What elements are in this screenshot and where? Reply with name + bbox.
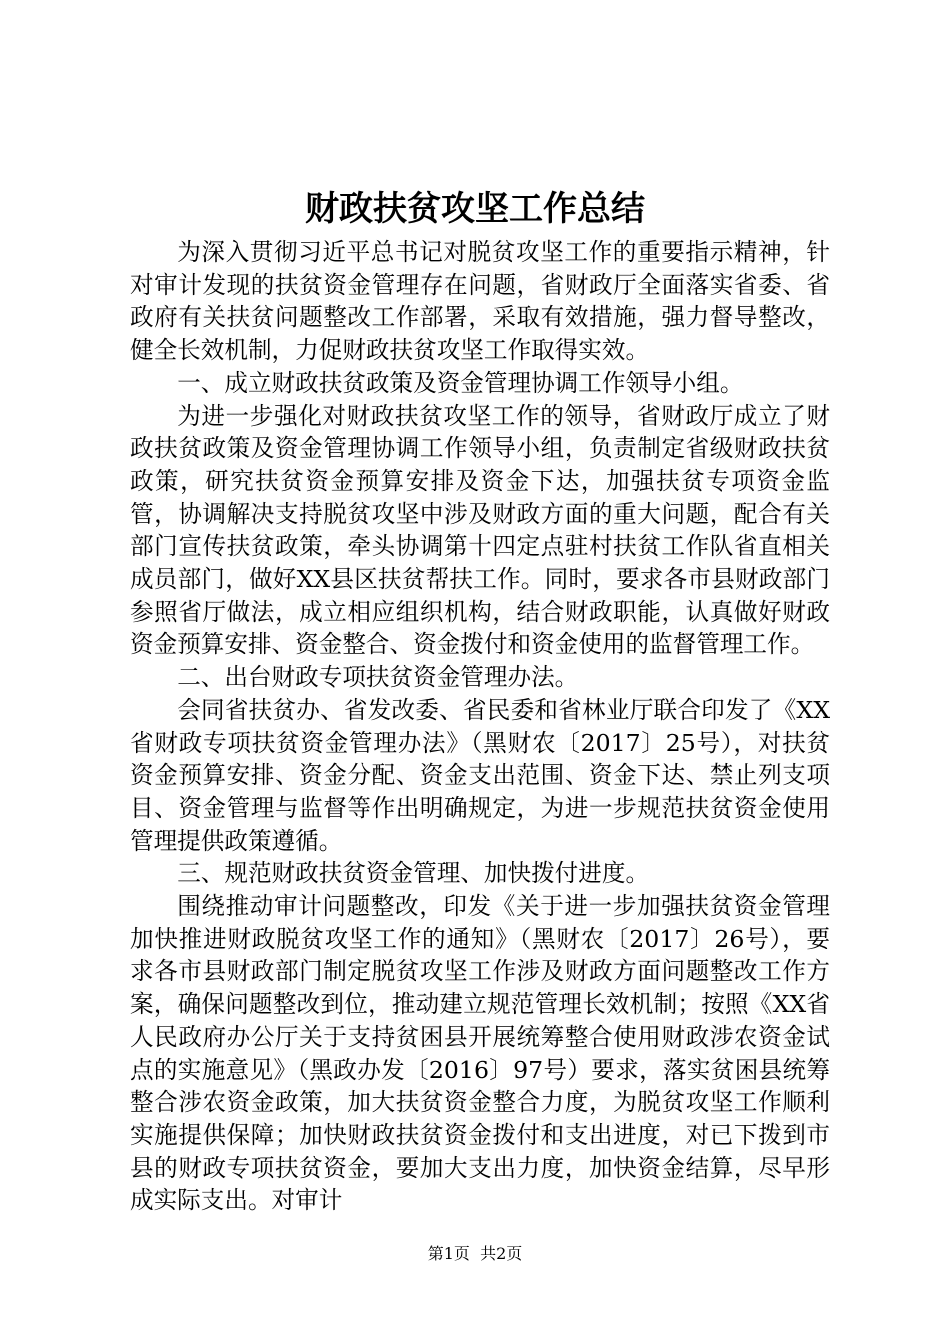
paragraph-intro: 为深入贯彻习近平总书记对脱贫攻坚工作的重要指示精神，针对审计发现的扶贫资金管理存在问题，省财政厅全面落实省委、省政府有关扶贫问题整改工作部署，采取有效措施，强力督导整改，健全长效机制，力促财政扶贫攻坚工作取得实效。 [130,238,830,365]
section-heading-1: 一、成立财政扶贫政策及资金管理协调工作领导小组。 [177,368,744,397]
paragraph-section-2: 会同省扶贫办、省发改委、省民委和省林业厅联合印发了《XX省财政专项扶贫资金管理办法》（黑财农〔2017〕25号），对扶贫资金预算安排、资金分配、资金支出范围、资金下达、禁止列支项目、资金管理与监督等作出明确规定，为进一步规范扶贫资金使用管理提供政策遵循。 [130,695,830,855]
section-heading-3: 三、规范财政扶贫资金管理、加快拨付进度。 [177,859,650,888]
page-number: 第1页 [427,1244,470,1263]
page-total: 共2页 [480,1244,523,1263]
section-heading-2: 二、出台财政专项扶贫资金管理办法。 [177,663,579,692]
document-body [130,236,830,1217]
document-title: 财政扶贫攻坚工作总结 [305,189,645,229]
paragraph-section-1: 为进一步强化对财政扶贫攻坚工作的领导，省财政厅成立了财政扶贫政策及资金管理协调工作领导小组，负责制定省级财政扶贫政策，研究扶贫资金预算安排及资金下达，加强扶贫专项资金监管，协调解决支持脱贫攻坚中涉及财政方面的重大问题，配合有关部门宣传扶贫政策，牵头协调第十四定点驻村扶贫工作队省直相关成员部门，做好XX县区扶贫帮扶工作。同时，要求各市县财政部门参照省厅做法，成立相应组织机构，结合财政职能，认真做好财政资金预算安排、资金整合、资金拨付和资金使用的监督管理工作。 [130,401,830,659]
paragraph-section-3: 围绕推动审计问题整改，印发《关于进一步加强扶贫资金管理加快推进财政脱贫攻坚工作的通知》（黑财农〔2017〕26号），要求各市县财政部门制定脱贫攻坚工作涉及财政方面问题整改工作方案，确保问题整改到位，推动建立规范管理长效机制；按照《XX省人民政府办公厅关于支持贫困县开展统筹整合使用财政涉农资金试点的实施意见》（黑政办发〔2016〕97号）要求，落实贫困县统筹整合涉农资金政策，加大扶贫资金整合力度，为脱贫攻坚工作顺利实施提供保障；加快财政扶贫资金拨付和支出进度，对已下拨到市县的财政专项扶贫资金，要加大支出力度，加快资金结算，尽早形成实际支出。对审计 [130,892,830,1215]
page-footer [0,1243,950,1265]
